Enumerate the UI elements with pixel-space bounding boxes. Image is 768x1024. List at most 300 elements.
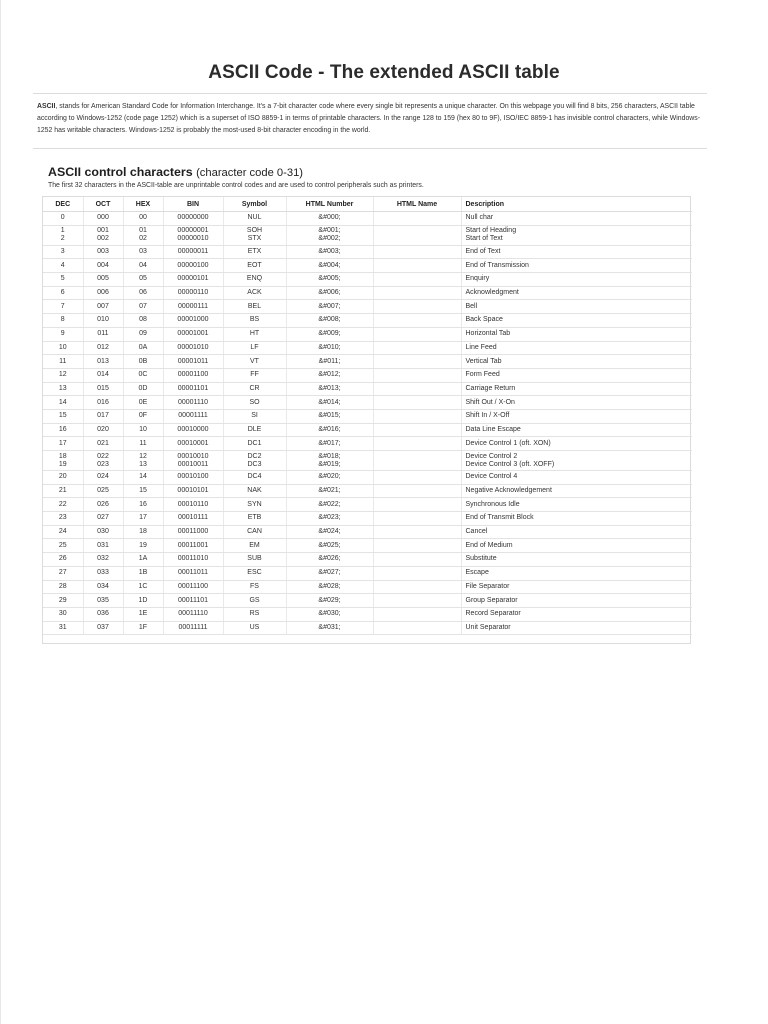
cell-dec bbox=[43, 368, 83, 382]
cell-bin-text: 00001000 bbox=[177, 316, 209, 324]
cell-hex bbox=[123, 451, 163, 471]
cell-hex bbox=[123, 259, 163, 273]
cell-symbol-text: BEL bbox=[247, 302, 262, 310]
cell-oct-text: 000 bbox=[97, 214, 109, 222]
cell-symbol bbox=[223, 594, 286, 608]
cell-oct-text: 024 bbox=[97, 473, 109, 481]
cell-dec-text: 8 bbox=[60, 316, 65, 324]
cell-html-number bbox=[286, 286, 373, 300]
cell-html-name bbox=[373, 594, 461, 608]
cell-dec-text: 6 bbox=[60, 289, 65, 297]
cell-dec-text: 27 bbox=[58, 569, 67, 577]
divider bbox=[33, 93, 707, 94]
table-row bbox=[43, 451, 692, 471]
cell-symbol bbox=[223, 212, 286, 226]
cell-hex-text: 17 bbox=[139, 514, 147, 522]
cell-oct bbox=[83, 525, 123, 539]
cell-html-number-text: &#005; bbox=[318, 275, 341, 283]
cell-oct bbox=[83, 259, 123, 273]
cell-dec-text: 3 bbox=[60, 248, 65, 256]
cell-symbol-text: VT bbox=[250, 357, 259, 365]
cell-hex bbox=[123, 368, 163, 382]
section-description: The first 32 characters in the ASCII-table are unprintable control codes and are used to control peripherals such as printers. bbox=[48, 182, 424, 189]
cell-description bbox=[461, 498, 692, 512]
cell-symbol bbox=[223, 512, 286, 526]
cell-description-text: Device Control 1 (oft. XON) bbox=[465, 439, 551, 447]
cell-bin bbox=[163, 341, 223, 355]
cell-description-text: Start of Text bbox=[465, 235, 503, 243]
cell-hex bbox=[123, 512, 163, 526]
cell-bin bbox=[163, 566, 223, 580]
cell-oct-text: 012 bbox=[97, 343, 109, 351]
cell-dec-text: 13 bbox=[58, 384, 67, 392]
cell-dec-text: 28 bbox=[58, 582, 67, 590]
cell-oct-text: 005 bbox=[97, 275, 109, 283]
cell-oct-text: 014 bbox=[97, 371, 109, 379]
table-row bbox=[43, 355, 692, 369]
table-row bbox=[43, 300, 692, 314]
cell-html-name bbox=[373, 437, 461, 451]
cell-symbol bbox=[223, 245, 286, 259]
cell-symbol-text: DC2 bbox=[247, 452, 262, 460]
cell-html-number-text: &#016; bbox=[318, 425, 341, 433]
cell-description bbox=[461, 580, 692, 594]
cell-bin-text: 00011111 bbox=[178, 623, 208, 631]
table-row bbox=[43, 512, 692, 526]
cell-symbol-text: GS bbox=[249, 596, 260, 604]
cell-description bbox=[461, 423, 692, 437]
cell-hex-text: 0A bbox=[138, 343, 148, 351]
cell-html-number bbox=[286, 594, 373, 608]
cell-html-number bbox=[286, 451, 373, 471]
cell-description bbox=[461, 245, 692, 259]
column-header-description: Description bbox=[461, 197, 692, 212]
cell-bin-text: 00001111 bbox=[178, 412, 208, 420]
cell-html-number bbox=[286, 525, 373, 539]
cell-hex-text: 1D bbox=[138, 596, 148, 604]
cell-hex-text: 1E bbox=[138, 610, 148, 618]
cell-hex bbox=[123, 314, 163, 328]
cell-bin-text: 00000101 bbox=[177, 275, 209, 283]
cell-symbol bbox=[223, 225, 286, 245]
cell-dec bbox=[43, 273, 83, 287]
cell-oct bbox=[83, 566, 123, 580]
cell-description bbox=[461, 471, 692, 485]
cell-html-number-text: &#010; bbox=[318, 343, 341, 351]
cell-bin bbox=[163, 539, 223, 553]
cell-html-number bbox=[286, 607, 373, 621]
cell-symbol-text: SUB bbox=[247, 555, 262, 563]
cell-bin bbox=[163, 259, 223, 273]
cell-description bbox=[461, 566, 692, 580]
cell-oct bbox=[83, 341, 123, 355]
cell-html-name bbox=[373, 451, 461, 471]
cell-oct-text: 021 bbox=[97, 439, 109, 447]
cell-hex-text: 05 bbox=[139, 275, 147, 283]
cell-dec bbox=[43, 225, 83, 245]
cell-oct bbox=[83, 607, 123, 621]
cell-description bbox=[461, 409, 692, 423]
cell-description bbox=[461, 314, 692, 328]
table-row bbox=[43, 368, 692, 382]
cell-dec-text: 1 bbox=[60, 227, 65, 235]
cell-description bbox=[461, 355, 692, 369]
table-row bbox=[43, 553, 692, 567]
cell-oct-text: 003 bbox=[97, 248, 109, 256]
cell-hex-text: 00 bbox=[139, 214, 147, 222]
page-title: ASCII Code - The extended ASCII table bbox=[208, 62, 560, 83]
cell-description bbox=[461, 512, 692, 526]
cell-symbol-text: ETB bbox=[247, 514, 262, 522]
cell-description-text: Shift In / X-Off bbox=[465, 412, 510, 420]
cell-bin bbox=[163, 212, 223, 226]
cell-dec-text: 29 bbox=[58, 596, 67, 604]
cell-bin bbox=[163, 409, 223, 423]
cell-bin bbox=[163, 382, 223, 396]
cell-oct-text: 035 bbox=[97, 596, 109, 604]
table-row bbox=[43, 484, 692, 498]
table-row bbox=[43, 225, 692, 245]
cell-oct bbox=[83, 621, 123, 635]
cell-hex bbox=[123, 273, 163, 287]
cell-bin bbox=[163, 314, 223, 328]
cell-symbol bbox=[223, 396, 286, 410]
cell-oct-text: 026 bbox=[97, 500, 109, 508]
cell-symbol-text: STX bbox=[247, 235, 262, 243]
column-header-dec: DEC bbox=[43, 197, 83, 212]
cell-oct-text: 016 bbox=[97, 398, 109, 406]
cell-hex-text: 0E bbox=[138, 398, 148, 406]
cell-html-name bbox=[373, 580, 461, 594]
cell-dec bbox=[43, 471, 83, 485]
cell-bin-text: 00011101 bbox=[177, 596, 209, 604]
cell-dec bbox=[43, 451, 83, 471]
cell-symbol bbox=[223, 498, 286, 512]
cell-dec bbox=[43, 594, 83, 608]
cell-dec-text: 30 bbox=[58, 610, 67, 618]
cell-description-text: Null char bbox=[465, 214, 494, 222]
intro-term: ASCII bbox=[37, 103, 56, 110]
cell-dec-text: 2 bbox=[60, 235, 65, 243]
cell-symbol bbox=[223, 484, 286, 498]
cell-oct-text: 013 bbox=[97, 357, 109, 365]
divider bbox=[33, 148, 707, 149]
cell-hex bbox=[123, 212, 163, 226]
cell-html-number bbox=[286, 409, 373, 423]
cell-description-text: Line Feed bbox=[465, 343, 497, 351]
cell-symbol-text: DC3 bbox=[247, 460, 262, 468]
cell-symbol-text: CR bbox=[249, 384, 260, 392]
cell-html-name bbox=[373, 566, 461, 580]
cell-html-name bbox=[373, 484, 461, 498]
cell-dec bbox=[43, 259, 83, 273]
cell-description-text: Acknowledgment bbox=[465, 289, 519, 297]
column-header-oct: OCT bbox=[83, 197, 123, 212]
cell-html-number-text: &#015; bbox=[318, 412, 341, 420]
cell-dec bbox=[43, 327, 83, 341]
cell-bin-text: 00010101 bbox=[177, 487, 209, 495]
cell-html-name bbox=[373, 212, 461, 226]
cell-hex-text: 15 bbox=[139, 487, 147, 495]
cell-symbol-text: ESC bbox=[247, 569, 262, 577]
cell-html-number-text: &#026; bbox=[318, 555, 341, 563]
cell-description-text: Substitute bbox=[465, 555, 497, 563]
cell-oct bbox=[83, 273, 123, 287]
cell-description-text: Device Control 2 bbox=[465, 452, 518, 460]
cell-html-name bbox=[373, 355, 461, 369]
cell-html-name bbox=[373, 341, 461, 355]
cell-symbol-text: FF bbox=[250, 371, 259, 379]
cell-html-number bbox=[286, 539, 373, 553]
cell-description bbox=[461, 621, 692, 635]
cell-html-number bbox=[286, 355, 373, 369]
cell-description bbox=[461, 553, 692, 567]
cell-html-name bbox=[373, 327, 461, 341]
cell-hex-text: 1C bbox=[138, 582, 148, 590]
cell-dec bbox=[43, 212, 83, 226]
cell-html-number-text: &#025; bbox=[318, 541, 341, 549]
cell-hex bbox=[123, 553, 163, 567]
cell-dec-text: 21 bbox=[58, 487, 67, 495]
cell-bin-text: 00001100 bbox=[177, 371, 209, 379]
table-body bbox=[43, 212, 692, 635]
cell-hex-text: 14 bbox=[139, 473, 147, 481]
cell-symbol bbox=[223, 451, 286, 471]
table-row bbox=[43, 314, 692, 328]
cell-oct bbox=[83, 368, 123, 382]
cell-symbol bbox=[223, 437, 286, 451]
table-row bbox=[43, 341, 692, 355]
cell-description bbox=[461, 212, 692, 226]
cell-oct-text: 031 bbox=[97, 541, 109, 549]
cell-dec-text: 15 bbox=[58, 412, 67, 420]
cell-oct-text: 020 bbox=[97, 425, 109, 433]
table-row bbox=[43, 409, 692, 423]
cell-dec-text: 16 bbox=[58, 425, 67, 433]
cell-hex bbox=[123, 484, 163, 498]
cell-bin bbox=[163, 471, 223, 485]
cell-oct bbox=[83, 225, 123, 245]
cell-symbol-text: SYN bbox=[247, 500, 262, 508]
cell-symbol-text: US bbox=[249, 623, 260, 631]
cell-hex-text: 07 bbox=[139, 302, 147, 310]
cell-html-name bbox=[373, 259, 461, 273]
cell-symbol bbox=[223, 368, 286, 382]
cell-hex-text: 08 bbox=[139, 316, 147, 324]
section-subtitle: (character code 0-31) bbox=[196, 167, 304, 179]
cell-hex bbox=[123, 382, 163, 396]
cell-html-number bbox=[286, 259, 373, 273]
cell-hex-text: 1F bbox=[138, 623, 148, 631]
table-row bbox=[43, 396, 692, 410]
cell-bin bbox=[163, 300, 223, 314]
cell-hex bbox=[123, 539, 163, 553]
column-header-hex: HEX bbox=[123, 197, 163, 212]
cell-description-text: Horizontal Tab bbox=[465, 330, 511, 338]
cell-symbol bbox=[223, 259, 286, 273]
cell-bin-text: 00010001 bbox=[177, 439, 209, 447]
cell-description bbox=[461, 539, 692, 553]
cell-oct bbox=[83, 539, 123, 553]
cell-symbol bbox=[223, 471, 286, 485]
table-row bbox=[43, 245, 692, 259]
cell-dec bbox=[43, 409, 83, 423]
cell-symbol bbox=[223, 423, 286, 437]
cell-symbol bbox=[223, 341, 286, 355]
cell-dec bbox=[43, 553, 83, 567]
table-row bbox=[43, 580, 692, 594]
cell-html-number-text: &#001; bbox=[318, 227, 341, 235]
cell-html-name bbox=[373, 314, 461, 328]
cell-html-number-text: &#021; bbox=[318, 487, 341, 495]
cell-bin-text: 00011100 bbox=[177, 582, 209, 590]
cell-bin-text: 00000110 bbox=[177, 289, 209, 297]
cell-hex-text: 1A bbox=[138, 555, 148, 563]
cell-bin-text: 00010011 bbox=[177, 460, 209, 468]
cell-html-number-text: &#011; bbox=[318, 357, 341, 365]
cell-bin-text: 00000111 bbox=[177, 302, 209, 310]
cell-description-text: Cancel bbox=[465, 528, 488, 536]
cell-hex-text: 16 bbox=[139, 500, 147, 508]
cell-dec-text: 4 bbox=[60, 261, 65, 269]
cell-description-text: End of Transmission bbox=[465, 261, 529, 269]
cell-hex bbox=[123, 525, 163, 539]
cell-symbol bbox=[223, 607, 286, 621]
cell-oct-text: 004 bbox=[97, 261, 109, 269]
cell-description bbox=[461, 484, 692, 498]
table-header-row bbox=[43, 197, 692, 212]
cell-html-name bbox=[373, 245, 461, 259]
cell-symbol-text: EOT bbox=[247, 261, 262, 269]
cell-dec bbox=[43, 245, 83, 259]
cell-symbol bbox=[223, 525, 286, 539]
cell-bin-text: 00000010 bbox=[177, 235, 209, 243]
cell-hex-text: 19 bbox=[139, 541, 147, 549]
cell-html-number bbox=[286, 341, 373, 355]
cell-dec-text: 24 bbox=[58, 528, 67, 536]
cell-html-number bbox=[286, 382, 373, 396]
cell-dec-text: 14 bbox=[58, 398, 67, 406]
table-row bbox=[43, 607, 692, 621]
cell-oct-text: 002 bbox=[97, 235, 109, 243]
cell-description bbox=[461, 273, 692, 287]
cell-oct-text: 033 bbox=[97, 569, 109, 577]
cell-hex bbox=[123, 409, 163, 423]
cell-oct-text: 034 bbox=[97, 582, 109, 590]
cell-dec bbox=[43, 423, 83, 437]
cell-dec bbox=[43, 314, 83, 328]
cell-html-number bbox=[286, 273, 373, 287]
cell-description-text: Synchronous Idle bbox=[465, 500, 520, 508]
cell-symbol bbox=[223, 327, 286, 341]
cell-symbol bbox=[223, 382, 286, 396]
cell-html-name bbox=[373, 471, 461, 485]
cell-hex bbox=[123, 621, 163, 635]
section-title: ASCII control characters bbox=[48, 165, 193, 179]
cell-html-number-text: &#000; bbox=[318, 214, 341, 222]
cell-bin-text: 00011110 bbox=[178, 610, 208, 618]
cell-symbol-text: NUL bbox=[247, 214, 262, 222]
cell-oct bbox=[83, 396, 123, 410]
cell-description bbox=[461, 396, 692, 410]
cell-html-number-text: &#028; bbox=[318, 582, 341, 590]
table-row bbox=[43, 382, 692, 396]
cell-html-number bbox=[286, 437, 373, 451]
cell-dec bbox=[43, 580, 83, 594]
cell-oct bbox=[83, 382, 123, 396]
ascii-control-table bbox=[42, 196, 691, 644]
cell-bin-text: 00010111 bbox=[177, 514, 209, 522]
cell-description-text: Data Line Escape bbox=[465, 425, 521, 433]
cell-oct-text: 036 bbox=[97, 610, 109, 618]
cell-html-number bbox=[286, 327, 373, 341]
cell-dec-text: 17 bbox=[58, 439, 67, 447]
cell-html-name bbox=[373, 382, 461, 396]
cell-hex-text: 0B bbox=[138, 357, 148, 365]
cell-oct bbox=[83, 423, 123, 437]
cell-symbol-text: ACK bbox=[247, 289, 262, 297]
cell-description-text: Bell bbox=[465, 302, 478, 310]
cell-oct bbox=[83, 355, 123, 369]
cell-bin bbox=[163, 553, 223, 567]
intro-text: , stands for American Standard Code for Information Interchange. It's a 7-bit character code where every single bit represents a unique character. On this webpage you will find 8 bits, 256 characters, ASCII table according to Windows-1252 (code page 1252) which is a superset of ISO 8859-1 in terms of printable characters. In the range 128 to 159 (hex 80 to 9F), ISO/IEC 8859-1 has invisible control characters, while Windows-1252 has writable characters. Windows-1252 is probably the most-used 8-bit character encoding in the world. bbox=[37, 103, 700, 134]
cell-oct-text: 010 bbox=[97, 316, 109, 324]
cell-dec-text: 18 bbox=[58, 452, 67, 460]
cell-bin-text: 00001101 bbox=[177, 384, 209, 392]
cell-dec bbox=[43, 566, 83, 580]
ascii-table bbox=[43, 197, 692, 635]
cell-hex bbox=[123, 225, 163, 245]
cell-dec-text: 0 bbox=[60, 214, 65, 222]
cell-bin-text: 00010110 bbox=[177, 500, 209, 508]
cell-bin-text: 00001011 bbox=[177, 357, 209, 365]
cell-oct-text: 037 bbox=[97, 623, 109, 631]
cell-oct bbox=[83, 484, 123, 498]
cell-html-number-text: &#012; bbox=[318, 371, 341, 379]
cell-dec-text: 10 bbox=[58, 343, 67, 351]
cell-oct-text: 011 bbox=[97, 330, 109, 338]
cell-html-number bbox=[286, 245, 373, 259]
cell-bin-text: 00000001 bbox=[177, 227, 209, 235]
cell-bin bbox=[163, 451, 223, 471]
cell-html-number-text: &#029; bbox=[318, 596, 341, 604]
cell-symbol bbox=[223, 300, 286, 314]
cell-dec bbox=[43, 355, 83, 369]
cell-description-text: Negative Acknowledgement bbox=[465, 487, 552, 495]
cell-hex bbox=[123, 327, 163, 341]
cell-dec-text: 20 bbox=[58, 473, 67, 481]
cell-description-text: Device Control 4 bbox=[465, 473, 518, 481]
cell-symbol-text: RS bbox=[249, 610, 260, 618]
cell-html-name bbox=[373, 553, 461, 567]
table-row bbox=[43, 471, 692, 485]
cell-description-text: Device Control 3 (oft. XOFF) bbox=[465, 460, 555, 468]
cell-dec bbox=[43, 512, 83, 526]
cell-oct bbox=[83, 437, 123, 451]
cell-oct bbox=[83, 498, 123, 512]
cell-dec-text: 5 bbox=[60, 275, 65, 283]
cell-description bbox=[461, 225, 692, 245]
cell-oct-text: 001 bbox=[97, 227, 109, 235]
cell-symbol bbox=[223, 314, 286, 328]
cell-symbol-text: DC4 bbox=[247, 473, 262, 481]
cell-html-name bbox=[373, 396, 461, 410]
cell-html-name bbox=[373, 512, 461, 526]
cell-hex-text: 02 bbox=[139, 235, 147, 243]
cell-hex bbox=[123, 580, 163, 594]
cell-dec-text: 7 bbox=[60, 302, 65, 310]
table-row bbox=[43, 539, 692, 553]
